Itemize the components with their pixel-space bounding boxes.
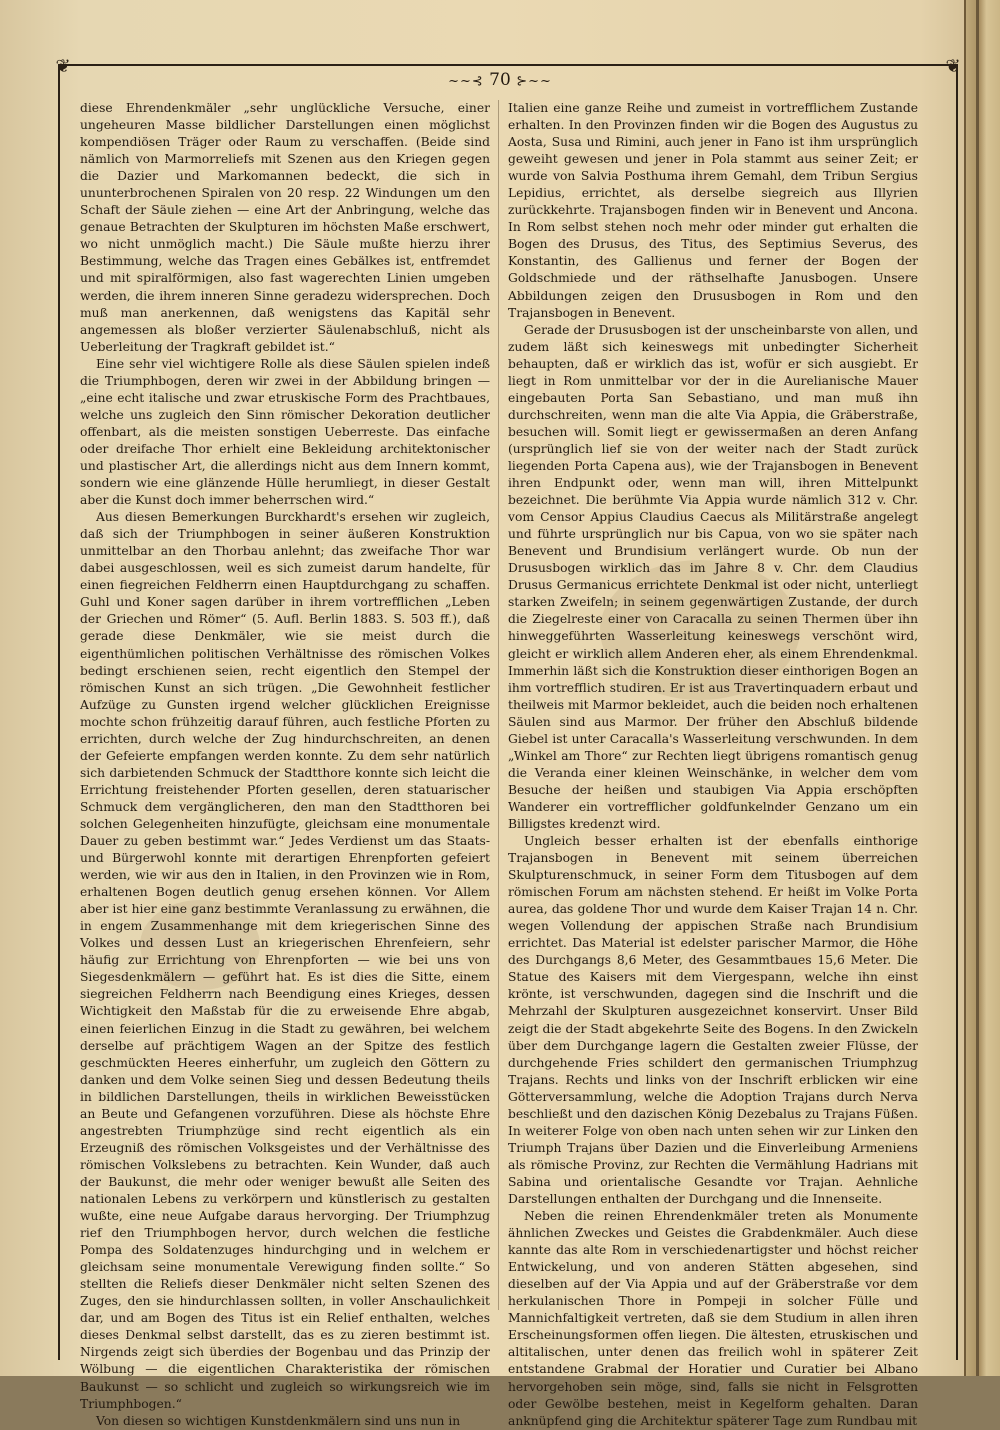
column-divider [498,100,499,1310]
ornament-corner-icon: ❦ [55,56,71,77]
paragraph: diese Ehrendenkmäler „sehr unglückliche Versuche, einer ungeheuren Masse bildlicher Darstellungen einen möglichst kompendiösen Träger oder Raum zu verschaffen. (Beide sind nämlich von Marmorreliefs mit Szenen aus den Kriegen gegen die Dazier und Markomannen bedeckt, die sich in ununterbrochenen Spiralen von 20 resp. 22 Windungen um den Schaft der Säule ziehen — eine Art der Anbringung, welche das genaue Betrachten der Skulpturen im höchsten Maße erschwert, wo nicht unmöglich macht.) Die Säule mußte hierzu ihrer Bestimmung, welche das Tragen eines Gebälkes ist, entfremdet und mit spiralförmigen, also fast wagerechten Linien umgeben werden, die ihrem inneren Sinne geradezu widersprechen. Doch muß man anerkennen, daß wenigstens das Kapitäl sehr angemessen als bloßer verzierter Säulenabschluß, nicht als Ueberleitung der Tragkraft gebildet ist.“ [80,101,490,354]
header-flourish-icon: ⊱~~ [516,74,552,89]
binding-gutter [964,0,1000,1376]
header-flourish-icon: ~~⊰ [448,74,484,89]
ornament-corner-icon: ❦ [945,56,961,77]
right-column [508,100,918,1430]
paragraph: Italien eine ganze Reihe und zumeist in vortrefflichem Zustande erhalten. In den Provinzen finden wir die Bogen des Augustus zu Aosta, Susa und Rimini, auch jener in Fano ist ihm ursprünglich geweiht gewesen und jener in Pola stammt aus seiner Zeit; er wurde von Salvia Posthuma ihrem Gemahl, dem Tribun Sergius Lepidius, errichtet, als derselbe siegreich aus Illyrien zurückkehrte. Trajansbogen finden wir in Benevent und Ancona. In Rom selbst stehen noch mehr oder minder gut erhalten die Bogen des Drusus, des Titus, des Septimius Severus, des Konstantin, des Gallienus und ferner der Bogen der Goldschmiede und der räthselhafte Janusbogen. Unsere Abbildungen zeigen den Drususbogen in Rom und den Trajansbogen in Benevent. [508,101,918,320]
paragraph: Gerade der Drususbogen ist der unscheinbarste von allen, und zudem läßt sich keineswegs mit unbedingter Sicherheit behaupten, daß er wirklich das ist, wofür er sich ausgiebt. Er liegt in Rom unmittelbar vor der in die Aurelianische Mauer eingebauten Porta San Sebastiano, und man muß ihn durchschreiten, wenn man die alte Via Appia, die Gräberstraße, besuchen will. Somit liegt er gewissermaßen an deren Anfang (ursprünglich lief sie von der weiter nach der Stadt zurück liegenden Porta Capena aus), wie der Trajansbogen in Benevent ihren Endpunkt oder, wenn man will, ihren Mittelpunkt bezeichnet. Die berühmte Via Appia wurde nämlich 312 v. Chr. vom Censor Appius Claudius Caecus als Militärstraße angelegt und führte ursprünglich nur bis Capua, von wo sie später nach Benevent und Brundisium verlängert wurde. Ob nun der Drususbogen wirklich das im Jahre 8 v. Chr. dem Claudius Drusus Germanicus errichtete Denkmal ist oder nicht, unterliegt starken Zweifeln; in seinem gegenwärtigen Zustande, der durch die Ziegelreste einer von Caracalla zu seinen Thermen über ihn hinweggeführten Wasserleitung keineswegs verschönt wird, gleicht er wirklich allem Anderen eher, als einem Ehrendenkmal. Immerhin läßt sich die Konstruktion dieser einthorigen Bogen an ihm vortrefflich studiren. Er ist aus Travertinquadern erbaut und theilweis mit Marmor bekleidet, auch die beiden noch erhaltenen Säulen sind aus Marmor. Der früher den Abschluß bildende Giebel ist unter Caracalla's Wasserleitung verschwunden. In dem „Winkel am Thore“ zur Rechten liegt übrigens romantisch genug die Veranda einer kleinen Weinschänke, in welcher dem vom Besuche der heißen und staubigen Via Appia erschöpften Wanderer ein vortrefflicher goldfunkelnder Genzano um ein Billigstes kredenzt wird. [508,322,918,831]
paragraph: Von diesen so wichtigen Kunstdenkmälern sind uns nun in [96,1413,461,1428]
paragraph: Aus diesen Bemerkungen Burckhardt's ersehen wir zugleich, daß sich der Triumphbogen in seiner äußeren Konstruktion unmittelbar an den Thorbau anlehnt; das zweifache Thor war dabei ausgeschlossen, weil es sich zumeist darum handelte, für einen fiegreichen Feldherrn einen Hauptdurchgang zu schaffen. Guhl und Koner sagen darüber in ihrem vortrefflichen „Leben der Griechen und Römer“ (5. Aufl. Berlin 1883. S. 503 ff.), daß gerade diese Denkmäler, wie sie meist durch die eigenthümlichen politischen Verhältnisse des römischen Volkes bedingt erschienen seien, recht eigentlich den Stempel der römischen Kunst an sich trügen. „Die Gewohnheit festlicher Aufzüge zu Gunsten irgend welcher glücklichen Ereignisse mochte schon frühzeitig darauf führen, auch festliche Pforten zu errichten, durch welche der Zug hindurchschreiten, an denen der Gefeierte empfangen werden konnte. Zu dem sehr natürlich sich darbietenden Schmuck der Stadtthore konnte sich leicht die Errichtung freistehender Pforten gesellen, deren statuarischer Schmuck dem vergänglicheren, den man den Stadtthoren bei solchen Gelegenheiten hinzufügte, gleichsam eine monumentale Dauer zu geben bestimmt war.“ Jedes Verdienst um das Staats- und Bürgerwohl konnte mit derartigen Ehrenpforten gefeiert werden, wie wir aus den in Italien, in den Provinzen wie in Rom, erhaltenen Bogen deutlich genug ersehen können. Vor Allem aber ist hier eine ganz bestimmte Veranlassung zu erwähnen, die in engem Zusammenhange mit dem kriegerischen Sinne des Volkes und dessen Lust an kriegerischen Ehrenfeiern, sehr häufig zur Errichtung von Ehrenpforten — wie bei uns von Siegesdenkmälern — geführt hat. Es ist dies die Sitte, einem siegreichen Feldherrn nach Beendigung eines Krieges, dessen Wichtigkeit den Maßstab für die zu erweisende Ehre abgab, einen feierlichen Einzug in die Stadt zu gewähren, bei welchem derselbe auf prächtigem Wagen an der Spitze des festlich geschmückten Heeres einherfuhr, um zugleich den Göttern zu danken und dem Volke seinen Sieg und dessen Bedeutung theils in bildlichen Darstellungen, theils in wirklichen Beweisstücken an Beute und Gefangenen vorzuführen. Diese als höchste Ehre angestrebten Triumphzüge sind recht eigentlich als ein Erzeugniß des römischen Volksgeistes und der Verhältnisse des römischen Volkslebens zu betrachten. Kein Wunder, daß auch der Baukunst, die mehr oder weniger bewußt alle Seiten des nationalen Lebens zu verkörpern und künstlerisch zu gestalten wußte, eine neue Aufgabe daraus hervorging. Der Triumphzug rief den Triumphbogen hervor, durch welchen die festliche Pompa des Soldatenzuges hindurchging und in welchem er gleichsam seine monumentale Verewigung finden sollte.“ So stellten die Reliefs dieser Denkmäler nicht selten Szenen des Zuges, den sie hindurchlassen sollten, in voller Anschaulichkeit dar, und am Bogen des Titus ist ein Relief enthalten, welches dieses Denkmal selbst darstellt, das es zu zieren bestimmt ist. Nirgends zeigt sich überdies der Bogenbau und das Prinzip der Wölbung — die eigentlichen Charakteristika der römischen Baukunst — so schlicht und zugleich so wirkungsreich wie im Triumphbogen.“ [80,510,490,1411]
left-column [80,100,490,1430]
paragraph: Ungleich besser erhalten ist der ebenfalls einthorige Trajansbogen in Benevent mit seinem überreichen Skulpturenschmuck, in seiner Form dem Titusbogen auf dem römischen Forum am nächsten stehend. Er heißt im Volke Porta aurea, das goldene Thor und wurde dem Kaiser Trajan 14 n. Chr. wegen Vollendung der appischen Straße nach Brundisium errichtet. Das Material ist edelster parischer Marmor, die Höhe des Durchgangs 8,6 Meter, des Gesammtbaues 15,6 Meter. Die Statue des Kaisers mit dem Viergespann, welche ihn einst krönte, ist verschwunden, dagegen sind die Inschrift und die Mehrzahl der Skulpturen ausgezeichnet konservirt. Unser Bild zeigt die der Stadt abgekehrte Seite des Bogens. In den Zwickeln über dem Durchgange lagern die Gestalten zweier Flüsse, der durchgehende Fries schildert den germanischen Triumphzug Trajans. Rechts und links von der Inschrift erblicken wir eine Götterversammlung, welche die Adoption Trajans durch Nerva beschließt und den dazischen König Dezebalus zu Trajans Füßen. In weiterer Folge von oben nach unten sehen wir zur Linken den Triumph Trajans über Dazien und die Einverleibung Armeniens als römische Provinz, zur Rechten die Vermählung Hadrians mit Sabina und orientalische Gesandte vor Trajan. Aehnliche Darstellungen enthalten der Durchgang und die Innenseite. [508,834,918,1206]
adjacent-page-edge [976,0,979,1376]
paragraph: Neben die reinen Ehrendenkmäler treten als Monumente ähnlichen Zweckes und Geistes die Grabdenkmäler. Auch diese kannte das alte Rom in verschiedenartigster und höchst reicher Entwickelung, und von anderen Stätten abgesehen, sind dieselben auf der Via Appia und auf der Gräberstraße vor dem herkulanischen Thore in Pompeji in solcher Fülle und Mannichfaltigkeit vertreten, daß sie dem Studium in allen ihren Erscheinungsformen offen liegen. Die ältesten, etruskischen und altitalischen, unter denen das freilich wohl in späterer Zeit entstandene Grabmal der Horatier und Curatier bei Albano hervorgehoben sein möge, sind, falls sie nicht in Felsgrotten oder Gewölbe bestehen, meist in Kegelform gehalten. Daran anknüpfend ging die Architektur späterer Tage zum Rundbau mit [508,1209,918,1428]
page-number: 70 [489,70,511,90]
page-header [0,70,1000,92]
paragraph: Eine sehr viel wichtigere Rolle als diese Säulen spielen indeß die Triumphbogen, deren wir zwei in der Abbildung bringen — „eine echt italische und zwar etruskische Form des Prachtbaues, welche uns zugleich den Sinn römischer Dekoration deutlicher offenbart, als die meisten sonstigen Ueberreste. Das einfache oder dreifache Thor erhielt eine Bekleidung architektonischer und plastischer Art, die allerdings nicht aus dem Innern kommt, sondern wie eine glänzende Hülle herumliegt, in dieser Gestalt aber die Kunst doch immer beherrschen wird.“ [80,356,490,508]
